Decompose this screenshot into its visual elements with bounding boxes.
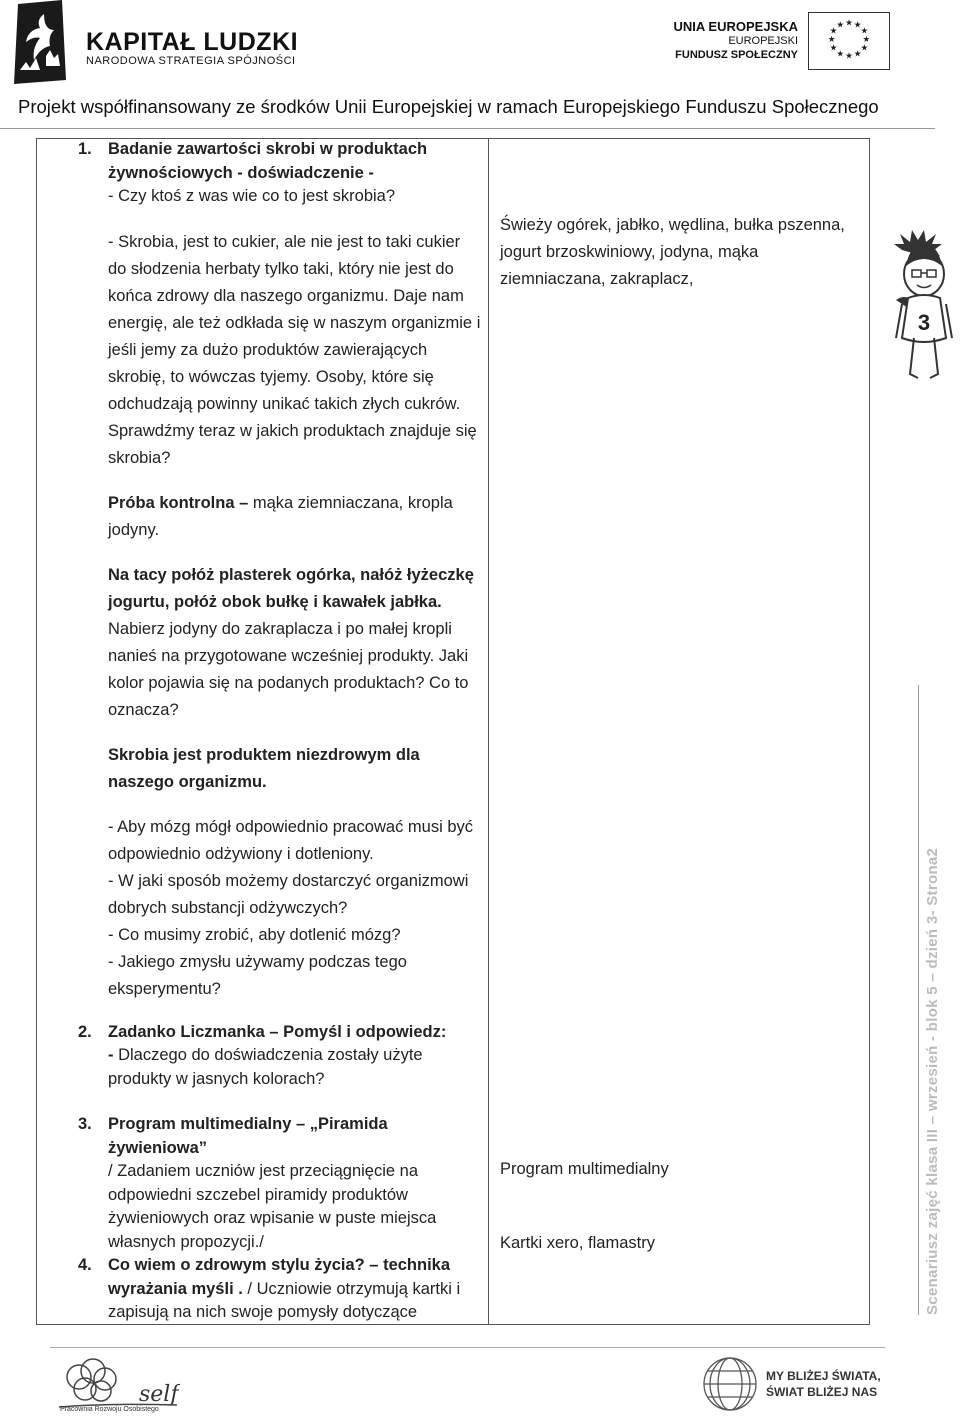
item-4-description: / Uczniowie otrzymują kartki i zapisują na nich swoje pomysły dotyczące xyxy=(108,1279,461,1321)
column-divider xyxy=(488,138,489,1325)
eu-line-3: FUNDUSZ SPOŁECZNY xyxy=(675,49,798,61)
materials-item-4: Kartki xero, flamastry xyxy=(500,1234,655,1252)
footer-divider xyxy=(50,1347,885,1348)
kl-subtitle: NARODOWA STRATEGIA SPÓJNOŚCI xyxy=(86,55,296,67)
item-1-body xyxy=(78,229,482,1003)
brain-question-4: - Jakiego zmysłu używamy podczas tego eksperymentu? xyxy=(108,952,407,998)
cofinance-line xyxy=(18,96,879,118)
cofinance-part-a: Projekt współfinansowany ze środków Unii Europejskiej xyxy=(18,96,473,117)
svg-text:★: ★ xyxy=(853,20,862,31)
item-3 xyxy=(78,1113,482,1254)
item-1-number: 1. xyxy=(78,140,92,158)
eu-flag-icon xyxy=(808,12,890,70)
svg-text:★: ★ xyxy=(860,26,869,37)
svg-text:★: ★ xyxy=(860,43,869,54)
item-4 xyxy=(78,1254,482,1325)
header-divider xyxy=(0,128,935,129)
svg-text:★: ★ xyxy=(853,49,862,60)
self-caption: Pracownia Rozwoju Osobistego xyxy=(60,1406,159,1413)
tray-instructions-text: Nabierz jodyny do zakraplacza i po małej kropli nanieś na przygotowane wcześniej produkty. Jaki kolor pojawia się na podanych produktach? Co to oznacza? xyxy=(108,619,469,719)
tray-instructions xyxy=(108,562,482,724)
svg-text:★: ★ xyxy=(829,26,838,37)
svg-text:★: ★ xyxy=(845,18,853,29)
svg-text:★: ★ xyxy=(845,51,853,62)
svg-text:★: ★ xyxy=(836,49,845,60)
eu-fund-label xyxy=(640,20,798,62)
item-2-title: Zadanko Liczmanka – Pomyśl i odpowiedz: xyxy=(108,1022,447,1041)
starch-conclusion: Skrobia jest produktem niezdrowym dla naszego organizmu. xyxy=(108,745,420,791)
materials-item-3: Program multimedialny xyxy=(500,1160,669,1178)
item-1-title: Badanie zawartości skrobi w produktach żywnościowych - doświadczenie - xyxy=(108,140,428,182)
item-2 xyxy=(78,1021,482,1092)
item-1-question: - Czy ktoś z was wie co to jest skrobia? xyxy=(108,187,396,205)
item-3-description: / Zadaniem uczniów jest przeciągnięcie na odpowiedni szczebel piramidy produktów żywieniowych oraz wpisanie w puste miejsca własnych propozycji./ xyxy=(108,1162,437,1251)
svg-text:★: ★ xyxy=(836,20,845,31)
cofinance-part-b: w ramach Europejskiego Funduszu Społecznego xyxy=(477,96,879,117)
materials-item-1: Świeży ogórek, jabłko, wędlina, bułka pszenna, jogurt brzoskwiniowy, jodyna, mąka ziemniaczana, zakraplacz, xyxy=(500,216,845,288)
tray-instructions-bold: Na tacy połóż plasterek ogórka, nałóż łyżeczkę jogurtu, połóż obok bułkę i kawałek jabłka. xyxy=(108,565,474,611)
svg-text:★: ★ xyxy=(827,34,836,45)
globe-icon xyxy=(700,1355,760,1413)
vertical-page-label: Scenariusz zajęć klasa III – wrzesień - blok 5 – dzień 3- Strona2 xyxy=(924,847,941,1315)
item-2-question: - Dlaczego do doświadczenia zostały użyte produkty w jasnych kolorach? xyxy=(108,1046,423,1088)
item-3-title: Program multimedialny – „Piramida żywieniowa” xyxy=(108,1115,388,1157)
control-sample-text: mąka ziemniaczana, kropla jodyny. xyxy=(108,493,453,539)
my-line-1: MY BLIŻEJ ŚWIATA, xyxy=(766,1369,881,1383)
cartoon-character-icon xyxy=(888,228,960,386)
item-4-title: Co wiem o zdrowym stylu życia? – technika wyrażania myśli . xyxy=(108,1256,451,1298)
activities-column xyxy=(78,138,482,1325)
eu-line-2: EUROPEJSKI xyxy=(728,35,798,47)
svg-text:★: ★ xyxy=(829,43,838,54)
control-sample xyxy=(108,490,482,544)
brain-question-2: - W jaki sposób możemy dostarczyć organizmowi dobrych substancji odżywczych? xyxy=(108,871,469,917)
kl-title: KAPITAŁ LUDZKI xyxy=(86,28,299,56)
item-4-number: 4. xyxy=(78,1256,92,1274)
vertical-divider xyxy=(918,685,919,1315)
item-1 xyxy=(78,138,482,209)
item-3-number: 3. xyxy=(78,1115,92,1133)
brain-question-3: - Co musimy zrobić, aby dotlenić mózg? xyxy=(108,925,401,944)
my-line-2: ŚWIAT BLIŻEJ NAS xyxy=(766,1385,878,1399)
my-blizej-swiata-label xyxy=(766,1368,881,1400)
control-sample-label: Próba kontrolna – xyxy=(108,493,249,512)
eu-line-1: UNIA EUROPEJSKA xyxy=(673,19,798,34)
brain-question-1: - Aby mózg mógł odpowiednio pracować musi być odpowiednio odżywiony i dotleniony. xyxy=(108,817,474,863)
self-logo-word: self xyxy=(139,1382,179,1407)
kapital-ludzki-logo-icon xyxy=(10,0,70,86)
character-number: 3 xyxy=(917,310,931,335)
svg-text:★: ★ xyxy=(862,34,871,45)
item-2-number: 2. xyxy=(78,1022,92,1041)
starch-explanation: - Skrobia, jest to cukier, ale nie jest to taki cukier do słodzenia herbaty tylko taki, który nie jest do końca zdrowy dla naszego organizmu. Daje nam energię, ale też odkłada się w naszym organizmie i jeśli jemy za dużo produktów zawierających skrobię, to wówczas tyjemy. Osoby, które się odchudzają powinny unikać takich złych cukrów. Sprawdźmy teraz w jakich produktach znajduje się skrobia? xyxy=(108,232,481,467)
